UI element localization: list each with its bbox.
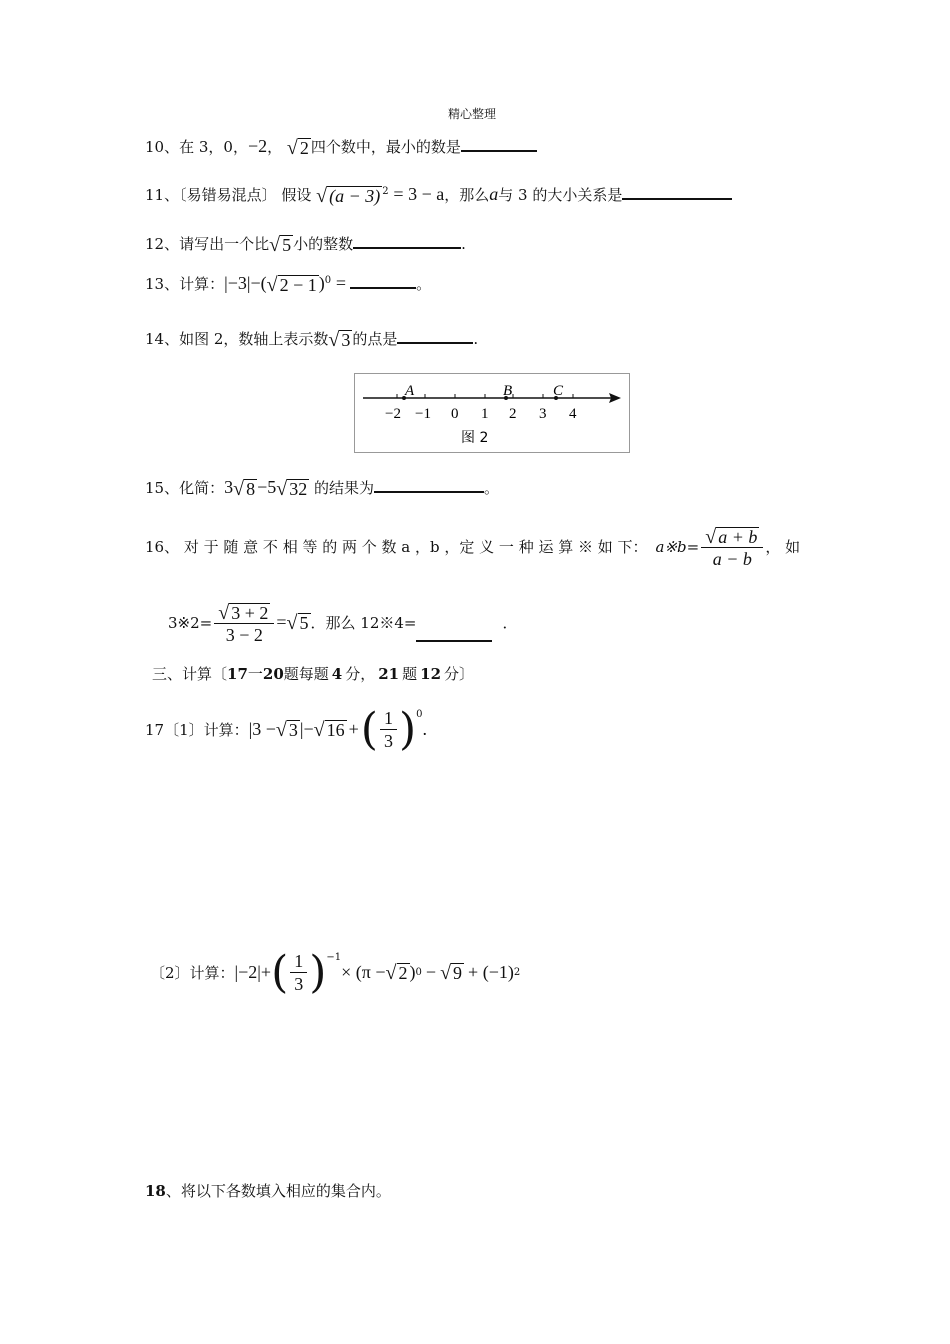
q10-neg-two: −2 [247,136,268,156]
section-3-part-i: 题 [402,665,418,683]
q16-def-denominator: a − b [712,548,752,569]
q17-2-expr2: × (π − [341,962,386,982]
q10-radicand: 2 [299,138,309,158]
q16-ex-numerator: 3 + 2 [231,602,269,623]
q16-ex-eq: = [276,612,287,633]
q17-1-sqrt1: √ 3 [275,718,298,741]
q12-end: . [461,235,466,253]
q17-2-exp0: 0 [415,967,422,978]
q12-radicand: 5 [282,235,292,255]
question-13 [145,273,431,295]
q10-answer-blank[interactable] [461,136,537,152]
q17-2-radicand1: 2 [398,962,408,983]
q15-radicand1: 8 [246,479,256,499]
q10-comma: ， [267,138,283,156]
q17-2-fraction [290,950,307,995]
q17-1-prefix: 17〔1〕计算： [145,721,249,739]
q14-suffix: 的点是 [352,330,398,348]
q17-1-num: 1 [380,707,397,730]
tick-label-2: 2 [509,406,517,422]
tick-label-4: 4 [569,406,577,422]
q13-end: 。 [416,275,432,293]
q16-def-lhs: a※b= [655,537,700,556]
q13-expr2: ) [318,273,325,293]
q16-ex-sqrt: √ 5 [286,611,309,634]
point-label-c: C [553,383,564,399]
q17-1-fraction [380,707,397,752]
q11-suffix: 与 3 的大小关系是 [498,186,623,204]
number-line-svg [355,374,629,452]
tick-label-neg2: −2 [385,406,401,422]
q16-text: 16、 对 于 随 意 不 相 等 的 两 个 数 a ，b ，定 义 一 种 运 算 ※ 如 下： [145,538,648,557]
section-3-part-b: 17 [227,665,248,683]
question-14 [145,328,478,350]
q16-ex-radicand: 5 [299,612,309,633]
q16-end: ． [502,614,518,633]
q15-sqrt2: √ 32 [276,478,308,500]
q11-answer-blank[interactable] [622,184,732,200]
q14-prefix: 14、如图 2，数轴上表示数 [145,330,329,348]
q17-2-sqrt2: √ 9 [440,961,463,984]
q17-2-prefix: 〔2〕计算： [150,964,235,982]
q15-radicand2: 32 [289,479,308,499]
q17-1-radicand1: 3 [288,719,298,740]
question-12 [145,233,466,255]
q11-prefix: 11、〔易错易混点〕 假设 [145,186,312,204]
q17-2-exp: −1 [326,952,342,963]
section-3-heading [152,663,474,684]
section-3-part-d: 20 [262,665,284,683]
q11-mid: ，那么 [444,186,490,204]
q17-1-plus: + [348,719,359,739]
q16-def-fraction: √ a + b a − b [701,524,763,570]
q17-1-exp: 0 [416,709,423,720]
q10-suffix: 四个数中，最小的数是 [310,138,461,156]
q18-text: 、将以下各数填入相应的集合内。 [165,1182,391,1200]
tick-label-neg1: −1 [415,406,431,422]
q17-2-lparen: ( [271,946,289,998]
q12-answer-blank[interactable] [353,233,461,249]
q14-sqrt: √ 3 [328,329,351,351]
q13-exp: 0 [324,275,332,286]
q16-def-tail: ， 如 [765,538,801,557]
q17-1-abs-open: |3 − [248,719,276,739]
q17-2-rparen: ) [309,946,327,998]
q12-prefix: 12、请写出一个比 [145,235,270,253]
q18-number: 18 [145,1182,166,1200]
q11-eq: = 3 − a [393,184,445,204]
point-label-a: A [405,383,415,399]
q17-2-expr5: + (−1) [468,962,514,982]
q17-2-expr1: |−2|+ [234,962,272,982]
q17-2-den: 3 [294,974,304,994]
q11-exp: 2 [382,186,389,197]
section-3-part-a: 三、计算〔 [152,665,228,683]
q16-def-numerator: a + b [718,526,758,547]
question-10 [145,136,537,158]
q17-2-expr3: ) [409,962,416,982]
q13-answer-blank[interactable] [350,273,416,289]
q17-1-den: 3 [383,731,393,751]
q14-answer-blank[interactable] [397,328,473,344]
q10-sqrt: √ 2 [286,137,309,159]
question-17-1 [145,703,428,755]
question-11 [145,184,732,206]
q13-prefix: 13、计算： [145,275,225,293]
q13-radicand: 2 − 1 [279,275,317,295]
q17-2-exp2: 2 [513,967,521,978]
q12-sqrt: √ 5 [269,234,292,256]
q17-2-radicand2: 9 [453,962,463,983]
q13-expr1: |−3|−( [224,273,267,293]
q17-2-sqrt1: √ 2 [385,961,408,984]
section-3-part-f: 4 [331,665,343,683]
q17-1-lparen: ( [360,703,378,755]
page-header: 精心整理 [448,107,497,121]
q16-ex-denominator: 3 − 2 [225,624,263,645]
section-3-part-h: 21 [378,665,400,683]
q13-sqrt: √ 2 − 1 [266,274,317,296]
point-label-b: B [503,383,513,399]
q15-coef1: 3 [224,477,234,497]
q14-end: . [473,330,479,348]
figure-caption: 图 2 [461,430,489,446]
q17-2-num: 1 [290,950,307,973]
q16-ex-lhs: 3※2= [168,613,213,632]
q16-ex-fraction: √ 3 + 2 3 − 2 [214,600,274,646]
question-15 [145,477,499,499]
q15-answer-blank[interactable] [374,477,484,493]
q16-answer-blank[interactable] [416,626,492,642]
q16-ex-mid: ．那么 12※4= [310,614,417,633]
question-17-2 [150,946,521,998]
q17-2-expr4: − [425,962,437,982]
q14-radicand: 3 [341,330,351,350]
q15-prefix: 15、化简： [145,479,225,497]
q15-minus: −5 [257,477,277,497]
q17-1-abs-close: |− [299,719,314,739]
q15-suffix: 的结果为 [314,479,375,497]
section-3-part-g: 分， [345,665,376,683]
tick-label-1: 1 [481,406,489,422]
section-3-part-k: 分〕 [444,665,475,683]
q13-eq: = [335,273,347,293]
section-3-part-e: 题每题 [283,665,329,683]
q11-sqrt: √ (a − 3) [316,185,381,207]
q17-1-radicand2: 16 [326,719,345,740]
q11-inner: (a − 3) [329,186,381,206]
q17-1-sqrt2: √ 16 [313,718,345,741]
q12-suffix: 小的整数 [293,235,354,253]
question-16 [145,524,800,570]
q10-prefix: 10、在 3，0， [145,138,248,156]
q17-1-end: . [422,719,428,739]
tick-label-0: 0 [451,406,459,422]
question-18 [145,1180,391,1201]
q15-sqrt1: √ 8 [233,478,256,500]
q11-var-a: a [489,184,499,204]
q15-end: 。 [484,479,500,497]
section-3-part-j: 12 [420,665,442,683]
q17-1-rparen: ) [398,703,417,755]
question-16-example [168,600,518,646]
figure-2-number-line [354,373,630,453]
section-3-part-c: 一 [247,665,263,683]
tick-label-3: 3 [539,406,547,422]
